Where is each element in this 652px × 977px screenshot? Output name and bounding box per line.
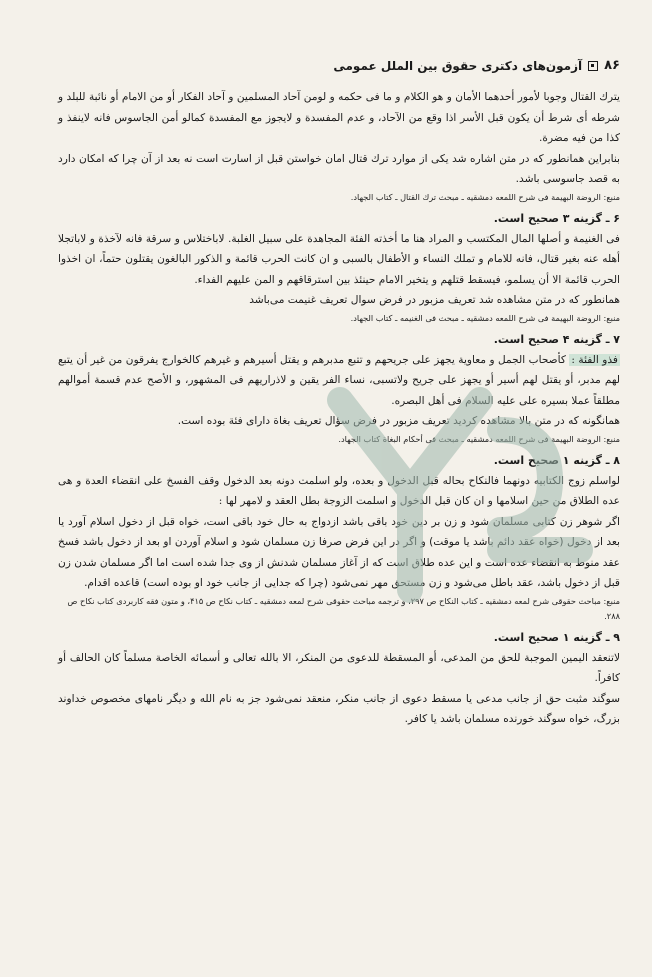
- answer-heading: [58, 451, 620, 471]
- page-content: [58, 87, 620, 730]
- block-text: همانگونه كه در متن بالا مشاهده كرديد تعريف مزبور در فرض سؤال تعريف بغاة داراى فئة بوده است.: [177, 415, 620, 427]
- persian-paragraph: [58, 689, 620, 730]
- arabic-paragraph: [58, 648, 620, 689]
- block-text: ۹ ـ گزينه ۱ صحيح است.: [493, 630, 620, 644]
- arabic-paragraph: [58, 350, 620, 412]
- arabic-paragraph: [58, 471, 620, 512]
- block-text: اگر شوهر زن كتابى مسلمان شود و زن بر دين خود باقى باشد ازدواج به حال خود باقى است، خواه قبل از دخول اسلام آورد يا بعد از دخول (خواه عقد دائم باشد يا موقت) و اگر در اين فرض صرفا زن مسلمان شود و اسلام آوردن او بعد از دخول باشد فسخ عقد منوط به انقضاء عده است و اين عده طلاق است كه از آغاز مسلمان شدنش از وى جدا شده است اما اگر مسلمان شدن زن قبل از دخول باشد، عقد باطل مى‌شود و زن مستحق مهر نمى‌شود (چرا كه جدايى از جانب خود او بوده است) قاعده اقدام.: [58, 515, 620, 589]
- block-text: لاتنعقد اليمين الموجبة للحق من المدعى، أو المسقطة للدعوى من المنكر، الا بالله تعالى و أسمائه الخاصة مسلماً كان الحالف أو كافراً.: [58, 651, 620, 684]
- block-text: ۸ ـ گزينه ۱ صحيح است.: [493, 453, 620, 467]
- source-citation: [58, 311, 620, 326]
- section-box-icon: [588, 61, 598, 71]
- block-text: منبع: الروضة البهيمة فى شرح اللمعه دمشقيه ـ مبحث فى أحكام البغاة كتاب الجهاد.: [338, 433, 620, 444]
- book-title: آزمون‌های دکتری حقوق بین الملل عمومی: [333, 58, 583, 73]
- answer-heading: [58, 209, 620, 229]
- highlighted-term: فذو الفئة :: [571, 353, 618, 366]
- source-citation: [58, 432, 620, 447]
- block-text: يترك القتال وجوبا لأمور أحدهما الأمان و هو الكلام و ما فى حكمه و لومن آحاد المسلمين و آحاد الفكار أو من الامام أو نائبة للبلد و شرطه أى شرط أن يكون قبل الأسر اذا وقع من الآحاد، و عدم المفسدة و لايجوز مع المفسدة كمالو أمن الجاسوس فانه لاينفذ و كذا من فيه مضرة.: [58, 91, 620, 144]
- block-text: بنابراين همانطور كه در متن اشاره شد يكى از موارد ترك قتال امان خواستن قبل از اسارت است نه بعد از آن چرا كه امكان دارد به قصد جاسوسى باشد.: [58, 152, 620, 185]
- block-text: منبع: مباحث حقوقى شرح لمعه دمشقيه ـ كتاب النكاح ص ۲۹۷، و ترجمه مباحث حقوقى شرح لمعه دمشقيه ـ كتاب نكاح ص ۴۱۵، و متون فقه كاربردى كتاب نكاح ص ۲۸۸.: [67, 595, 620, 621]
- source-citation: [58, 190, 620, 205]
- block-text: لواسلم زوج الكتابيه دونهما فالنكاح بحاله قبل الدخول و بعده، ولو اسلمت دونه بعد الدخول وقف الفسخ على انقضاء العدة و هى عده الطلاق من حين اسلامها و ان كان قبل الدخول و اسلمت الزوجة بطل العقد و لامهر لها :: [58, 474, 620, 507]
- persian-paragraph: [58, 411, 620, 432]
- arabic-paragraph: [58, 87, 620, 149]
- answer-heading: [58, 330, 620, 350]
- block-text: فى الغنيمة و أصلها المال المكتسب و المراد هنا ما أخذته الفئة المجاهدة على سبيل الغلبة. لاباختلاس و سرقة فانه لآخذة و لاباتجلا أهله عنه بغير قتال، فانه للامام و تملك النساء و الأطفال بالسبى و ان كانت الحرب قائمة و الذكور البالغون يقتلون حتماً، ان اخذوا الحرب قائمة الا أن يسلمو، فيسقط قتلهم و يتخير الامام حينئذ بين استرقاقهم و المن عليهم الفداء.: [58, 232, 620, 286]
- block-text: منبع: الروضة البهيمة فى شرح اللمعه دمشقيه ـ مبحث ترك القتال ـ كتاب الجهاد.: [350, 191, 620, 202]
- answer-heading: [58, 628, 620, 648]
- source-citation: [58, 594, 620, 624]
- page-number: ۸۶: [604, 58, 620, 73]
- block-text: ۶ ـ گزینه ۳ صحیح است.: [493, 211, 620, 225]
- persian-paragraph: [58, 290, 620, 311]
- block-text: سوگند مثبت حق از جانب مدعى يا مسقط دعوى از جانب منكر، منعقد نمى‌شود جز به نام الله و ديگر نامهاى مخصوص خداوند بزرگ، خواه سوگند خورنده مسلمان باشد يا كافر.: [58, 692, 620, 725]
- arabic-paragraph: [58, 229, 620, 291]
- block-text: منبع: الروضة البهيمة فى شرح اللمعه دمشقيه ـ مبحث فى الغنيمه ـ كتاب الجهاد.: [350, 312, 620, 323]
- page-header: [58, 58, 620, 73]
- block-text: كأصحاب الجمل و معاوية يجهز على جريحهم و تتبع مدبرهم و يقتل أسيرهم و غيرهم كالخوارج يفرقون من غير أن يتبع لهم مدبر، أو يقتل لهم أسير أو يجهز على جريح ولاتسبى، نساء الفر يقين و لاذراريهم فى المشهور، و الأصح عدم قسمة أموالهم مطلقاً عملا بسيره على عليه السلام فى أهل البصره.: [58, 353, 620, 407]
- block-text: ۷ ـ گزينه ۴ صحيح است.: [493, 332, 620, 346]
- persian-paragraph: [58, 149, 620, 190]
- block-text: همانطور كه در متن مشاهده شد تعريف مزبور در فرض سوال تعريف غنيمت مى‌باشد: [249, 294, 620, 306]
- persian-paragraph: [58, 512, 620, 594]
